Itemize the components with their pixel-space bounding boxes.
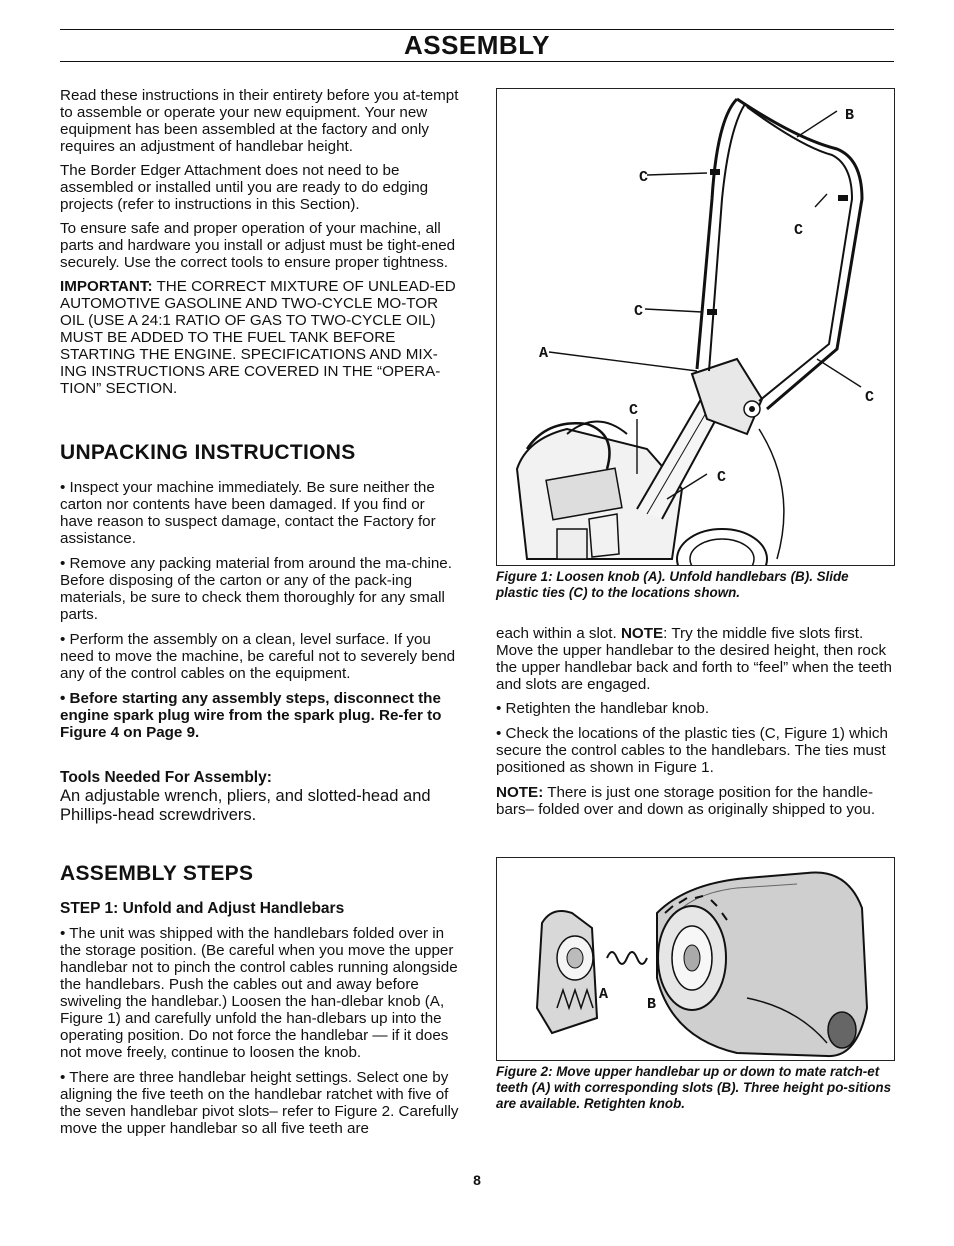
label-c-5: C bbox=[629, 402, 639, 419]
label-c-1: C bbox=[639, 169, 649, 186]
label-b: B bbox=[845, 107, 855, 124]
figure-1-image bbox=[496, 88, 895, 566]
unpacking-bullet-2: • Remove any packing material from around the ma-chine. Before disposing of the carton or any of the pack-ing materials, be sure to check them thoroughly for any small parts. bbox=[60, 555, 452, 623]
important-label: IMPORTANT: bbox=[60, 278, 153, 295]
intro-paragraph-1: Read these instructions in their entirety before you at-tempt to assemble or operate your new equipment. Your new equipment has been assembled at the factory and only requires an adjustment of handlebar height. bbox=[60, 87, 459, 155]
right-bullet-2: • Check the locations of the plastic ties (C, Figure 1) which secure the control cables to the handlebars. The ties must positioned as shown in Figure 1. bbox=[496, 725, 888, 776]
unpacking-bullet-1: • Inspect your machine immediately. Be sure neither the carton nor contents have been damaged. If you find or have reason to suspect damage, contact the Factory for assistance. bbox=[60, 479, 436, 547]
assembly-steps-heading: ASSEMBLY STEPS bbox=[60, 862, 254, 885]
label-a: A bbox=[599, 986, 609, 1003]
note-2-text: There is just one storage position for the handle-bars– folded over and down as originally shipped to you. bbox=[496, 784, 876, 818]
unpacking-heading: UNPACKING INSTRUCTIONS bbox=[60, 441, 356, 464]
unpacking-section bbox=[60, 479, 460, 748]
note-1-text: : Try the middle five slots first. Move the upper handlebar to the desired height, then rock the upper handlebar back and forth to “feel” when the teeth and slots are engaged. bbox=[496, 625, 892, 693]
tiller-handlebar-illustration bbox=[497, 89, 894, 565]
note-2 bbox=[496, 784, 896, 818]
step1-heading: STEP 1: Unfold and Adjust Handlebars bbox=[60, 900, 345, 917]
label-c-6: C bbox=[717, 469, 727, 486]
important-text: THE CORRECT MIXTURE OF UNLEAD-ED AUTOMOTIVE GASOLINE AND TWO-CYCLE MO-TOR OIL (USE A 24:1 RATIO OF GAS TO TWO-CYCLE OIL) MUST BE ADDED TO THE FUEL TANK BEFORE STARTING THE ENGINE. SPECIFICATIONS AND MIX-ING INSTRUCTIONS ARE COVERED IN THE “OPERA-TION” SECTION. bbox=[60, 278, 456, 397]
header-bottom-rule bbox=[60, 61, 894, 62]
right-column-text bbox=[496, 625, 896, 825]
page-title: ASSEMBLY bbox=[403, 30, 551, 60]
step1-bullet-1: • The unit was shipped with the handlebars folded over in the storage position. (Be careful when you move the upper handlebar not to pinch the control cables running alongside the handlebars. Push the cables out and away before swiveling the handlebar.) Loosen the han-dlebar knob (A, Figure 1) and carefully unfold the han-dlebars up into the operating position. Do not force the handlebar — if it does not move freely, continue to loosen the knob. bbox=[60, 925, 458, 1061]
note-2-label: NOTE: bbox=[496, 784, 544, 801]
note-1-label: NOTE bbox=[620, 625, 664, 642]
tools-text: An adjustable wrench, pliers, and slotted-head and Phillips-head screwdrivers. bbox=[60, 787, 431, 824]
intro-paragraph-2: The Border Edger Attachment does not need to be assembled or installed until you are ready to do edging projects (refer to instructions in this Section). bbox=[60, 162, 429, 213]
right-bullet-1: • Retighten the handlebar knob. bbox=[496, 700, 710, 717]
step1-bullet-2: • There are three handlebar height settings. Select one by aligning the five teeth on the handlebar ratchet with five of the seven handlebar pivot slots– refer to Figure 2. Carefully move the upper handlebar so all five teeth are bbox=[60, 1069, 459, 1137]
important-notice bbox=[60, 278, 460, 397]
label-c-4: C bbox=[865, 389, 875, 406]
figure-1-caption: Figure 1: Loosen knob (A). Unfold handlebars (B). Slide plastic ties (C) to the locations shown. bbox=[496, 569, 849, 600]
unpacking-bullet-4: • Before starting any assembly steps, disconnect the engine spark plug wire from the spark plug. Re-fer to Figure 4 on Page 9. bbox=[60, 690, 442, 741]
continued-paragraph bbox=[496, 625, 896, 693]
intro-section bbox=[60, 87, 460, 404]
continued-text: each within a slot. bbox=[496, 625, 621, 642]
unpacking-bullet-3: • Perform the assembly on a clean, level surface. If you need to move the machine, be careful not to severely bend any of the control cables on the equipment. bbox=[60, 631, 456, 682]
label-c-3: C bbox=[634, 303, 644, 320]
figure-2-image bbox=[496, 857, 895, 1061]
step1-section bbox=[60, 925, 460, 1144]
tools-heading: Tools Needed For Assembly: bbox=[60, 769, 272, 786]
figure-2-caption: Figure 2: Move upper handlebar up or down to mate ratch-et teeth (A) with corresponding slots (B). Three height po-sitions are available. Retighten knob. bbox=[496, 1064, 892, 1111]
intro-paragraph-3: To ensure safe and proper operation of your machine, all parts and hardware you install or adjust must be tight-ened securely. Use the correct tools to ensure proper tightness. bbox=[60, 220, 456, 271]
ratchet-illustration bbox=[497, 858, 894, 1060]
label-a: A bbox=[539, 345, 549, 362]
label-b: B bbox=[647, 996, 657, 1013]
label-c-2: C bbox=[794, 222, 804, 239]
page-number: 8 bbox=[473, 1172, 481, 1188]
